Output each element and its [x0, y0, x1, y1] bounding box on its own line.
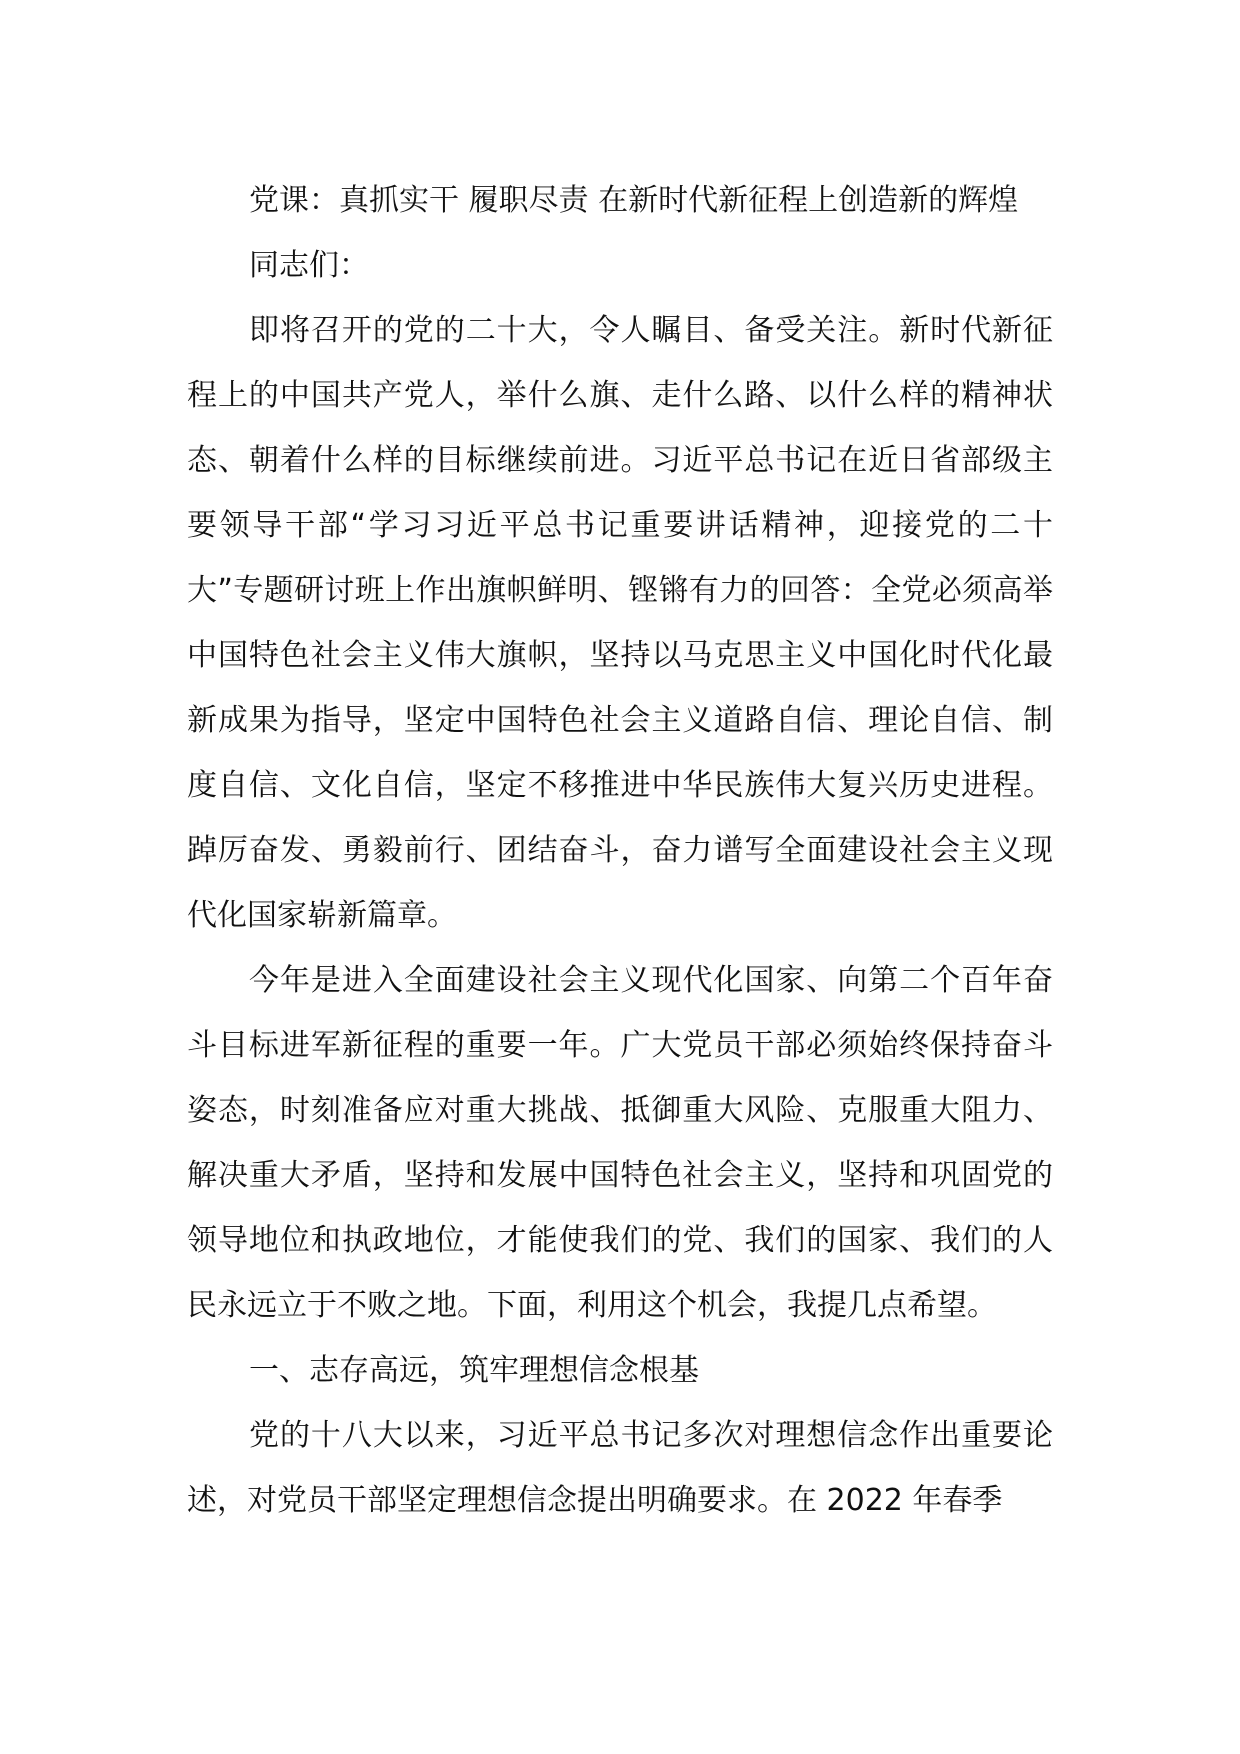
document-body: [187, 168, 1053, 1533]
paragraph-3: 党的十八大以来，习近平总书记多次对理想信念作出重要论述，对党员干部坚定理想信念提出明确要求。在 2022 年春季: [187, 1418, 1053, 1518]
document-title: 党课：真抓实干 履职尽责 在新时代新征程上创造新的辉煌: [249, 183, 1019, 218]
section-heading-1: 一、志存高远，筑牢理想信念根基: [249, 1353, 699, 1388]
paragraph-2: 今年是进入全面建设社会主义现代化国家、向第二个百年奋斗目标进军新征程的重要一年。广大党员干部必须始终保持奋斗姿态，时刻准备应对重大挑战、抵御重大风险、克服重大阻力、解决重大矛盾，坚持和发展中国特色社会主义，坚持和巩固党的领导地位和执政地位，才能使我们的党、我们的国家、我们的人民永远立于不败之地。下面，利用这个机会，我提几点希望。: [187, 963, 1053, 1323]
paragraph-1: 即将召开的党的二十大，令人瞩目、备受关注。新时代新征程上的中国共产党人，举什么旗、走什么路、以什么样的精神状态、朝着什么样的目标继续前进。习近平总书记在近日省部级主要领导干部“学习习近平总书记重要讲话精神，迎接党的二十大”专题研讨班上作出旗帜鲜明、铿锵有力的回答：全党必须高举中国特色社会主义伟大旗帜，坚持以马克思主义中国化时代化最新成果为指导，坚定中国特色社会主义道路自信、理论自信、制度自信、文化自信，坚定不移推进中华民族伟大复兴历史进程。踔厉奋发、勇毅前行、团结奋斗，奋力谱写全面建设社会主义现代化国家崭新篇章。: [187, 313, 1053, 933]
salutation: 同志们：: [249, 248, 369, 283]
